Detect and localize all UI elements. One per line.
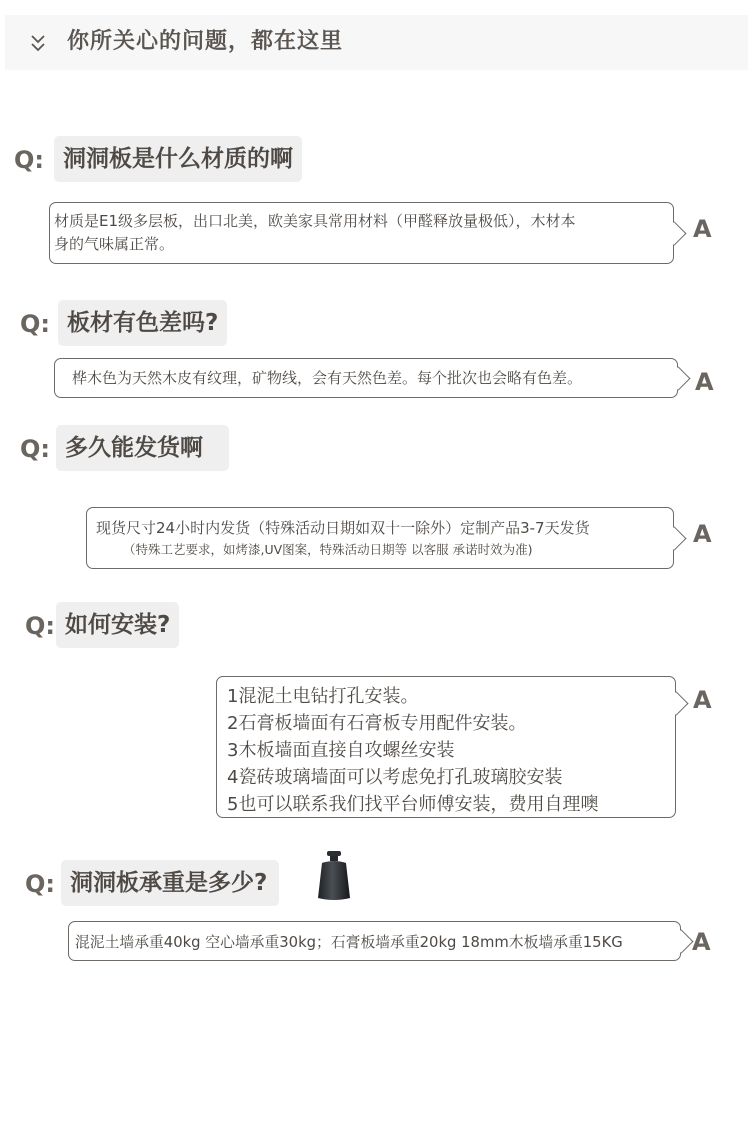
a-label: A xyxy=(695,368,714,396)
question-text: 洞洞板承重是多少? xyxy=(61,860,279,906)
faq-question-4 xyxy=(25,602,205,650)
question-text: 多久能发货啊 xyxy=(56,425,229,471)
a-label: A xyxy=(693,215,712,243)
faq-answer-5 xyxy=(68,921,681,961)
double-chevron-down-icon xyxy=(29,31,47,55)
q-label: Q: xyxy=(20,435,50,463)
answer-line: 材质是E1级多层板，出口北美，欧美家具常用材料（甲醛释放量极低），木材本 xyxy=(54,212,576,230)
section-title: 你所关心的问题，都在这里 xyxy=(67,29,344,54)
a-label: A xyxy=(693,520,712,548)
a-label: A xyxy=(693,686,712,714)
q-label: Q: xyxy=(20,310,50,338)
faq-question-3 xyxy=(20,425,260,473)
q-label: Q: xyxy=(25,870,55,898)
answer-line: 2石膏板墙面有石膏板专用配件安装。 xyxy=(227,713,527,734)
section-header xyxy=(5,15,748,70)
answer-line: 5也可以联系我们找平台师傅安装，费用自理噢 xyxy=(227,794,599,815)
faq-question-1 xyxy=(14,136,334,184)
faq-question-2 xyxy=(20,300,260,348)
a-label: A xyxy=(692,928,711,956)
faq-answer-2 xyxy=(54,358,678,398)
question-text: 如何安装? xyxy=(56,602,179,648)
faq-answer-4 xyxy=(216,676,676,818)
question-text: 洞洞板是什么材质的啊 xyxy=(54,136,302,182)
answer-line: 混泥土墙承重40kg 空心墙承重30kg；石膏板墙承重20kg 18mm木板墙承重15KG xyxy=(75,934,623,951)
faq-question-5 xyxy=(25,860,365,908)
answer-line: 桦木色为天然木皮有纹理，矿物线，会有天然色差。每个批次也会略有色差。 xyxy=(72,369,583,387)
answer-line: 身的气味属正常。 xyxy=(54,235,175,253)
answer-line: 3木板墙面直接自攻螺丝安装 xyxy=(227,740,455,761)
answer-line: 1混泥土电钻打孔安装。 xyxy=(227,686,419,707)
q-label: Q: xyxy=(25,612,55,640)
answer-line: 4瓷砖玻璃墙面可以考虑免打孔玻璃胶安装 xyxy=(227,767,563,788)
answer-line: （特殊工艺要求，如烤漆,UV图案，特殊活动日期等 以客服 承诺时效为准) xyxy=(123,542,533,557)
faq-answer-3 xyxy=(86,507,674,569)
q-label: Q: xyxy=(14,146,44,174)
weight-icon xyxy=(316,850,352,902)
question-text: 板材有色差吗? xyxy=(58,300,227,346)
faq-answer-1 xyxy=(49,202,674,264)
answer-line: 现货尺寸24小时内发货（特殊活动日期如双十一除外）定制产品3-7天发货 xyxy=(96,519,590,537)
